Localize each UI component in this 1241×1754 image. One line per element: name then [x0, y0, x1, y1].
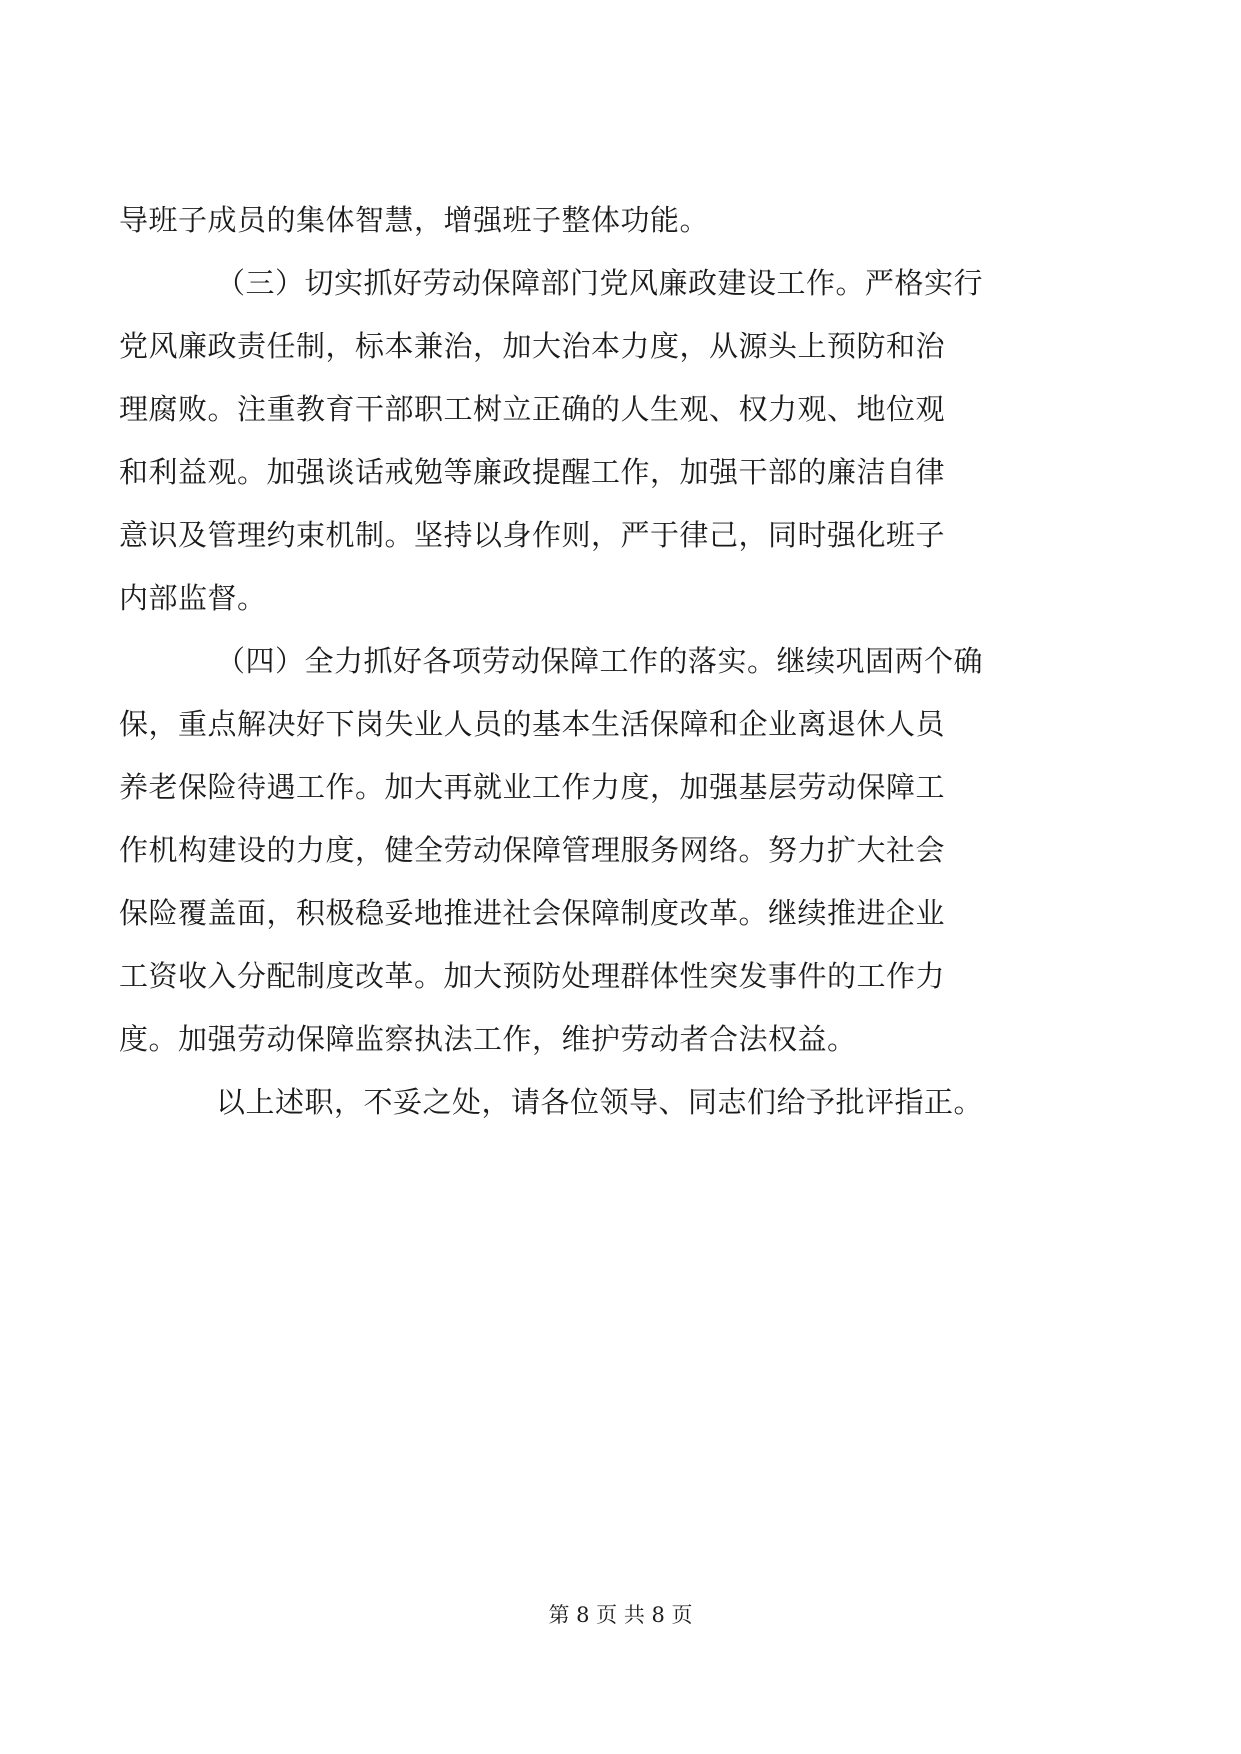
text-line: 意识及管理约束机制。坚持以身作则，严于律己，同时强化班子 [119, 518, 946, 552]
text-line: 保，重点解决好下岗失业人员的基本生活保障和企业离退休人员 [119, 707, 946, 741]
closing-line: 以上述职，不妥之处，请各位领导、同志们给予批评指正。 [216, 1085, 984, 1119]
text-line: 保险覆盖面，积极稳妥地推进社会保障制度改革。继续推进企业 [119, 896, 946, 930]
text-line: 理腐败。注重教育干部职工树立正确的人生观、权力观、地位观 [119, 392, 946, 426]
text-line: 养老保险待遇工作。加大再就业工作力度，加强基层劳动保障工 [119, 770, 946, 804]
text-line: 作机构建设的力度，健全劳动保障管理服务网络。努力扩大社会 [119, 833, 946, 867]
paragraph-4-heading-line: （四）全力抓好各项劳动保障工作的落实。继续巩固两个确 [216, 644, 984, 678]
text-line: 工资收入分配制度改革。加大预防处理群体性突发事件的工作力 [119, 959, 946, 993]
text-line: 和利益观。加强谈话戒勉等廉政提醒工作，加强干部的廉洁自律 [119, 455, 946, 489]
page-number-footer: 第 8 页 共 8 页 [548, 1603, 693, 1627]
text-line: 度。加强劳动保障监察执法工作，维护劳动者合法权益。 [119, 1022, 857, 1056]
text-line: 内部监督。 [119, 581, 267, 615]
text-line: 导班子成员的集体智慧，增强班子整体功能。 [119, 203, 710, 237]
paragraph-3-heading-line: （三）切实抓好劳动保障部门党风廉政建设工作。严格实行 [216, 266, 984, 300]
text-line: 党风廉政责任制，标本兼治，加大治本力度，从源头上预防和治 [119, 329, 946, 363]
